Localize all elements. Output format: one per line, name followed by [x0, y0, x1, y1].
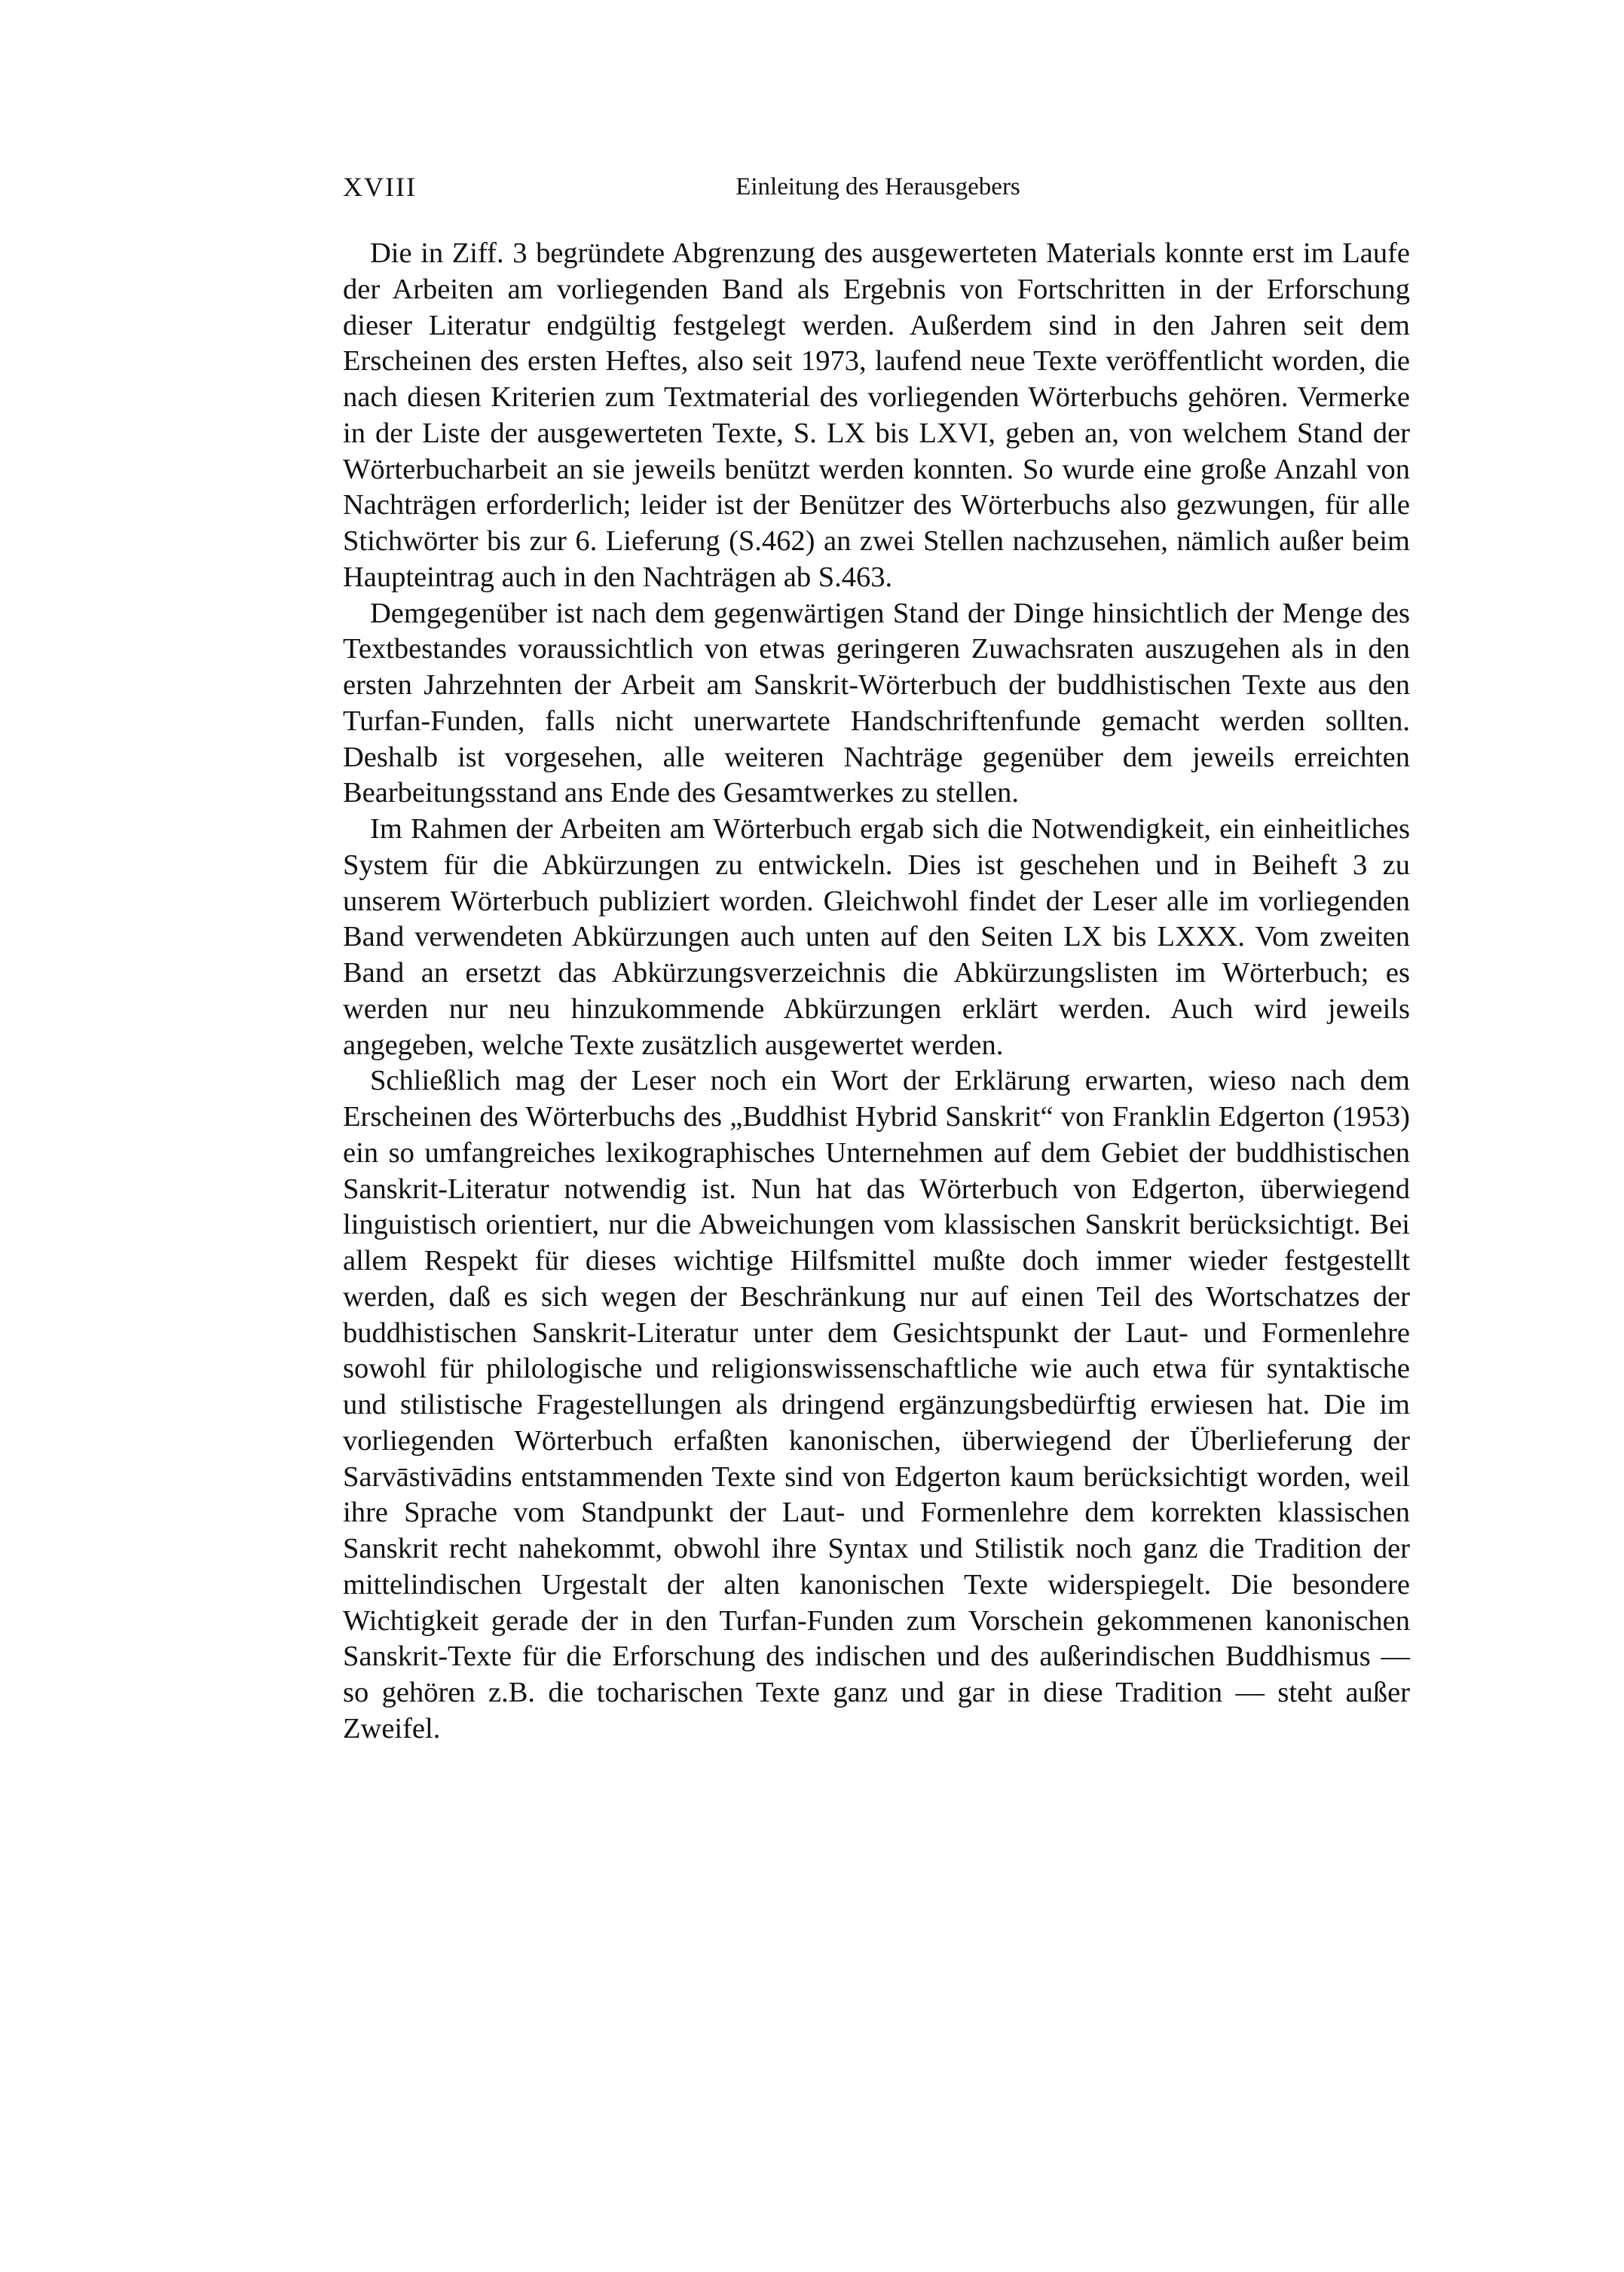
- body-text: [343, 236, 1410, 1748]
- running-head: Einleitung des Herausgebers: [736, 173, 1020, 200]
- paragraph: Im Rahmen der Arbeiten am Wörterbuch ergab sich die Notwendigkeit, ein einheitliches System für die Abkürzungen zu entwickeln. Dies ist geschehen und in Beiheft 3 zu unserem Wörterbuch publiziert worden. Gleichwohl findet der Leser alle im vorliegenden Band verwendeten Abkürzungen auch unten auf den Seiten LX bis LXXX. Vom zweiten Band an ersetzt das Abkürzungsverzeichnis die Abkürzungslisten im Wörterbuch; es werden nur neu hinzukommende Abkürzungen erklärt werden. Auch wird jeweils angegeben, welche Texte zusätzlich ausgewertet werden.: [343, 813, 1410, 1061]
- page-header: [343, 169, 1413, 205]
- page-number: XVIII: [343, 172, 417, 202]
- paragraph: Schließlich mag der Leser noch ein Wort der Erklärung erwarten, wieso nach dem Erscheinen des Wörterbuchs des „Buddhist Hybrid Sanskrit“ von Franklin Edgerton (1953) ein so umfangreiches lexikographisches Unternehmen auf dem Gebiet der buddhistischen Sanskrit-Literatur notwendig ist. Nun hat das Wörterbuch von Edgerton, überwiegend linguistisch orientiert, nur die Abweichungen vom klassischen Sanskrit berücksichtigt. Bei allem Respekt für dieses wichtige Hilfsmittel mußte doch immer wieder festgestellt werden, daß es sich wegen der Beschränkung nur auf einen Teil des Wortschatzes der buddhistischen Sanskrit-Literatur unter dem Gesichtspunkt der Laut- und Formenlehre sowohl für philologische und religionswissenschaftliche wie auch etwa für syntaktische und stilistische Fragestellungen als dringend ergänzungsbedürftig erwiesen hat. Die im vorliegenden Wörterbuch erfaßten kanonischen, überwiegend der Überlieferung der Sarvāstivādins entstammenden Texte sind von Edgerton kaum berücksichtigt worden, weil ihre Sprache vom Standpunkt der Laut- und Formenlehre dem korrekten klassischen Sanskrit recht nahekommt, obwohl ihre Syntax und Stilistik noch ganz die Tradition der mittelindischen Urgestalt der alten kanonischen Texte widerspiegelt. Die besondere Wichtigkeit gerade der in den Turfan-Funden zum Vorschein gekommenen kanonischen Sanskrit-Texte für die Erforschung des indischen und des außerindischen Buddhismus — so gehören z.B. die tocharischen Texte ganz und gar in diese Tradition — steht außer Zweifel.: [343, 1065, 1410, 1745]
- paragraph: Die in Ziff. 3 begründete Abgrenzung des ausgewerteten Materials konnte erst im Laufe der Arbeiten am vorliegenden Band als Ergebnis von Fortschritten in der Erforschung dieser Literatur endgültig festgelegt werden. Außerdem sind in den Jahren seit dem Erscheinen des ersten Heftes, also seit 1973, laufend neue Texte veröffentlicht worden, die nach diesen Kriterien zum Textmaterial des vorliegenden Wörterbuchs gehören. Vermerke in der Liste der ausgewerteten Texte, S. LX bis LXVI, geben an, von welchem Stand der Wörterbucharbeit an sie jeweils benützt werden konnten. So wurde eine große Anzahl von Nachträgen erforderlich; leider ist der Benützer des Wörterbuchs also gezwungen, für alle Stichwörter bis zur 6. Lieferung (S.462) an zwei Stellen nachzusehen, nämlich außer beim Haupteintrag auch in den Nachträgen ab S.463.: [343, 237, 1410, 593]
- paragraph: Demgegenüber ist nach dem gegenwärtigen Stand der Dinge hinsichtlich der Menge des Textbestandes voraussichtlich von etwas geringeren Zuwachsraten auszugehen als in den ersten Jahrzehnten der Arbeit am Sanskrit-Wörterbuch der buddhistischen Texte aus den Turfan-Funden, falls nicht unerwartete Handschriftenfunde gemacht werden sollten. Deshalb ist vorgesehen, alle weiteren Nachträge gegenüber dem jeweils erreichten Bearbeitungsstand ans Ende des Gesamtwerkes zu stellen.: [343, 597, 1410, 809]
